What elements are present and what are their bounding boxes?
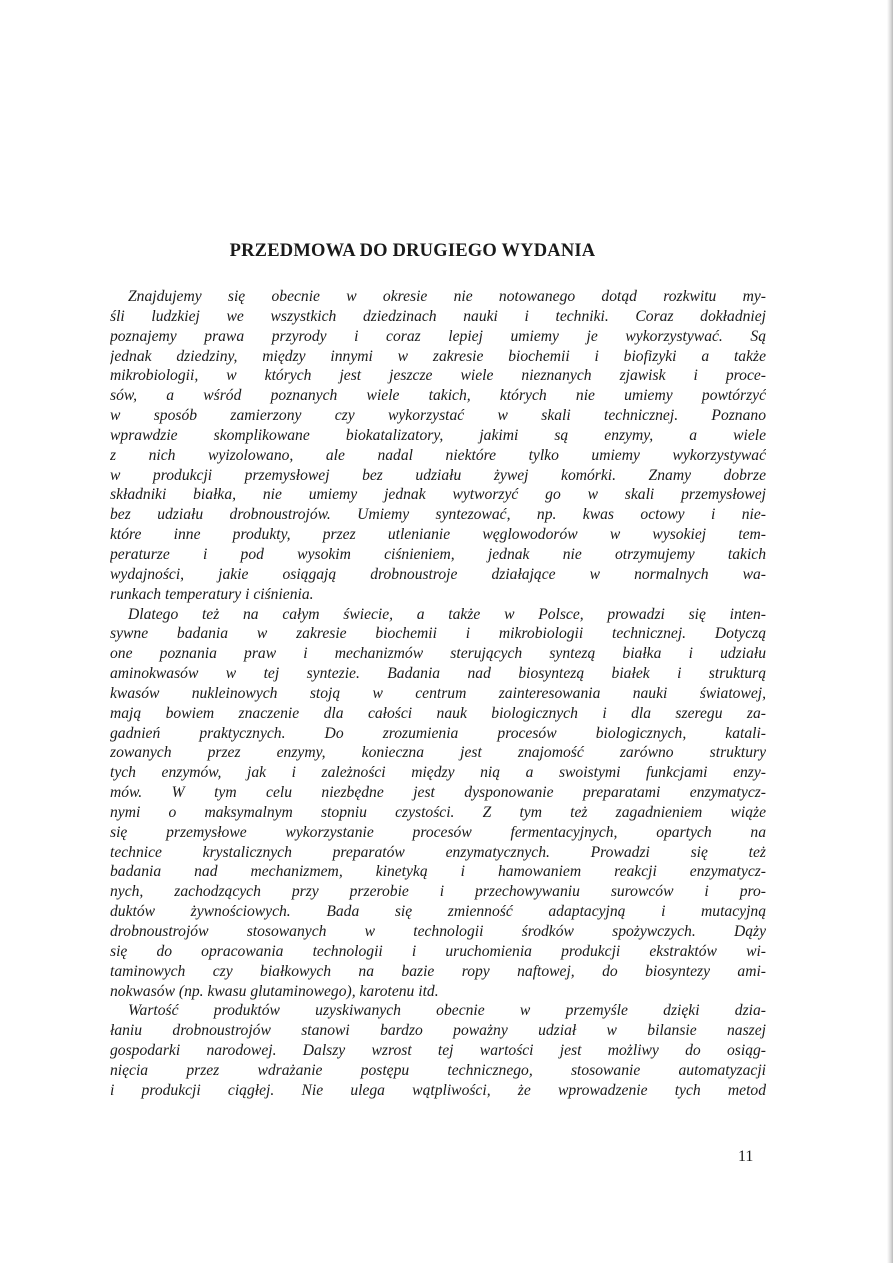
text-line: bez udziału drobnoustrojów. Umiemy syntezować, np. kwas octowy i nie- [110,506,766,524]
text-line: sów, a wśród poznanych wiele takich, których nie umiemy powtórzyć [110,387,766,405]
text-line: taminowych czy białkowych na bazie ropy naftowej, do biosyntezy ami- [110,962,766,980]
text-line: łaniu drobnoustrojów stanowi bardzo poważny udział w bilansie naszej [110,1022,766,1040]
text-line: składniki białka, nie umiemy jednak wytworzyć go w skali przemysłowej [110,486,766,504]
text-line: tych enzymów, jak i zależności między nią a swoistymi funkcjami enzy- [110,764,766,782]
text-line: mów. W tym celu niezbędne jest dysponowanie preparatami enzymatycz- [110,784,766,802]
text-line: sywne badania w zakresie biochemii i mikrobiologii technicznej. Dotyczą [110,625,766,643]
text-line: drobnoustrojów stosowanych w technologii środków spożywczych. Dąży [110,923,766,940]
text-line: one poznania praw i mechanizmów sterujących syntezą białka i udziału [110,645,766,663]
paragraph [110,605,766,1002]
body-text [110,287,766,1101]
text-line: aminokwasów w tej syntezie. Badania nad biosyntezą białek i strukturą [110,665,766,683]
text-line: nych, zachodzących przy przerobie i przechowywaniu surowców i pro- [110,883,766,901]
text-line: nokwasów (np. kwasu glutaminowego), karotenu itd. [110,982,439,1000]
text-line: zowanych przez enzymy, konieczna jest znajomość zarówno struktury [110,744,766,762]
text-line: wprawdzie skomplikowane biokatalizatory, jakimi są enzymy, a wiele [110,426,766,444]
paragraph [110,287,766,605]
text-line: Dlatego też na całym świecie, a także w Polsce, prowadzi się inten- [128,605,766,623]
text-line: nięcia przez wdrażanie postępu technicznego, stosowanie automatyzacji [110,1061,766,1079]
text-line: nymi o maksymalnym stopniu czystości. Z tym też zagadnieniem wiąże [110,803,766,821]
text-line: wydajności, jakie osiągają drobnoustroje działające w normalnych wa- [110,565,766,583]
page-title: PRZEDMOWA DO DRUGIEGO WYDANIA [229,241,596,261]
text-line: duktów żywnościowych. Bada się zmienność adaptacyjną i mutacyjną [110,903,766,921]
text-line: Znajdujemy się obecnie w okresie nie notowanego dotąd rozkwitu my- [128,288,766,305]
scan-page-edge [887,0,893,1263]
text-line: Wartość produktów uzyskiwanych obecnie w przemyśle dzięki dzia- [128,1002,766,1020]
text-line: technice krystalicznych preparatów enzymatycznych. Prowadzi się też [110,843,766,861]
text-line: się do opracowania technologii i uruchomienia produkcji ekstraktów wi- [110,942,766,960]
page-number: 11 [738,1148,754,1165]
text-line: które inne produkty, przez utlenianie węglowodorów w wysokiej tem- [110,526,766,544]
paragraph [110,1001,766,1100]
text-line: śli ludzkiej we wszystkich dziedzinach nauki i techniki. Coraz dokładniej [110,307,766,325]
text-line: peraturze i pod wysokim ciśnieniem, jednak nie otrzymujemy takich [110,545,766,563]
text-line: się przemysłowe wykorzystanie procesów fermentacyjnych, opartych na [110,823,766,841]
text-line: z nich wyizolowano, ale nadal niektóre tylko umiemy wykorzystywać [110,446,766,464]
text-line: mają bowiem znaczenie dla całości nauk biologicznych i dla szeregu za- [110,704,766,722]
text-line: jednak dziedziny, między innymi w zakresie biochemii i biofizyki a także [110,347,766,365]
text-line: mikrobiologii, w których jest jeszcze wiele nieznanych zjawisk i proce- [110,367,766,385]
text-line: gadnień praktycznych. Do zrozumienia procesów biologicznych, katali- [110,724,766,742]
text-line: w produkcji przemysłowej bez udziału żywej komórki. Znamy dobrze [110,466,766,484]
text-line: runkach temperatury i ciśnienia. [110,585,314,603]
text-line: badania nad mechanizmem, kinetyką i hamowaniem reakcji enzymatycz- [110,863,766,881]
text-line: poznajemy prawa przyrody i coraz lepiej umiemy je wykorzystywać. Są [110,327,766,345]
text-line: gospodarki narodowej. Dalszy wzrost tej wartości jest możliwy do osiąg- [110,1042,766,1060]
text-line: w sposób zamierzony czy wykorzystać w skali technicznej. Poznano [110,407,766,425]
text-line: i produkcji ciągłej. Nie ulega wątpliwości, że wprowadzenie tych metod [110,1081,766,1099]
text-line: kwasów nukleinowych stoją w centrum zainteresowania nauki światowej, [110,684,766,702]
